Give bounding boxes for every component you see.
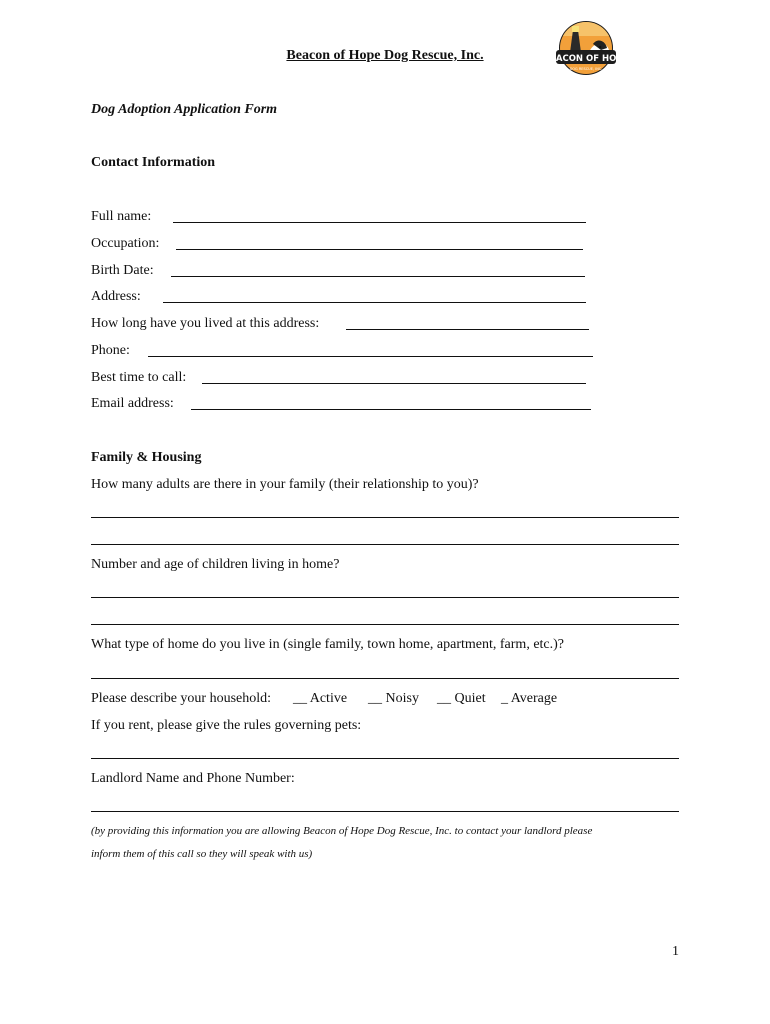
address-label: Address: xyxy=(91,289,141,304)
phone-field[interactable] xyxy=(148,356,593,357)
home-type-answer-line[interactable] xyxy=(91,678,679,679)
children-answer-line-1[interactable] xyxy=(91,597,679,598)
email-label: Email address: xyxy=(91,396,174,411)
address-field[interactable] xyxy=(163,302,586,303)
page-number: 1 xyxy=(672,944,679,959)
landlord-note-line-2: inform them of this call so they will speak with us) xyxy=(91,848,313,860)
rent-rules-question: If you rent, please give the rules governing pets: xyxy=(91,718,362,733)
rent-rules-answer-line[interactable] xyxy=(91,758,679,759)
form-title: Dog Adoption Application Form xyxy=(91,102,278,117)
adults-answer-line-1[interactable] xyxy=(91,517,679,518)
beacon-of-hope-logo xyxy=(543,20,629,82)
birth-date-field[interactable] xyxy=(171,276,585,277)
occupation-field[interactable] xyxy=(176,249,583,250)
occupation-label: Occupation: xyxy=(91,236,160,251)
organization-title: Beacon of Hope Dog Rescue, Inc. xyxy=(286,48,484,63)
landlord-answer-line[interactable] xyxy=(91,811,679,812)
children-answer-line-2[interactable] xyxy=(91,624,679,625)
email-field[interactable] xyxy=(191,409,591,410)
adults-question: How many adults are there in your family (their relationship to you)? xyxy=(91,477,479,492)
family-section-heading: Family & Housing xyxy=(91,450,202,465)
household-option-active[interactable]: __ Active xyxy=(293,691,348,706)
household-option-average[interactable]: _ Average xyxy=(501,691,558,706)
landlord-question: Landlord Name and Phone Number: xyxy=(91,771,295,786)
best-time-field[interactable] xyxy=(202,383,586,384)
children-question: Number and age of children living in home? xyxy=(91,557,340,572)
best-time-label: Best time to call: xyxy=(91,370,187,385)
landlord-note-line-1: (by providing this information you are allowing Beacon of Hope Dog Rescue, Inc. to contact your landlord please xyxy=(91,825,593,837)
how-long-field[interactable] xyxy=(346,329,589,330)
birth-date-label: Birth Date: xyxy=(91,263,154,278)
logo-text: BEACON OF HOPE xyxy=(543,54,629,64)
phone-label: Phone: xyxy=(91,343,130,358)
how-long-label: How long have you lived at this address: xyxy=(91,316,320,331)
logo-subtext: DOG RESCUE, INC. xyxy=(569,67,603,71)
home-type-question: What type of home do you live in (single family, town home, apartment, farm, etc.)? xyxy=(91,637,565,652)
adults-answer-line-2[interactable] xyxy=(91,544,679,545)
household-option-quiet[interactable]: __ Quiet xyxy=(437,691,486,706)
full-name-field[interactable] xyxy=(173,222,586,223)
household-prompt: Please describe your household: xyxy=(91,691,272,706)
contact-section-heading: Contact Information xyxy=(91,155,216,170)
household-option-noisy[interactable]: __ Noisy xyxy=(368,691,419,706)
full-name-label: Full name: xyxy=(91,209,152,224)
